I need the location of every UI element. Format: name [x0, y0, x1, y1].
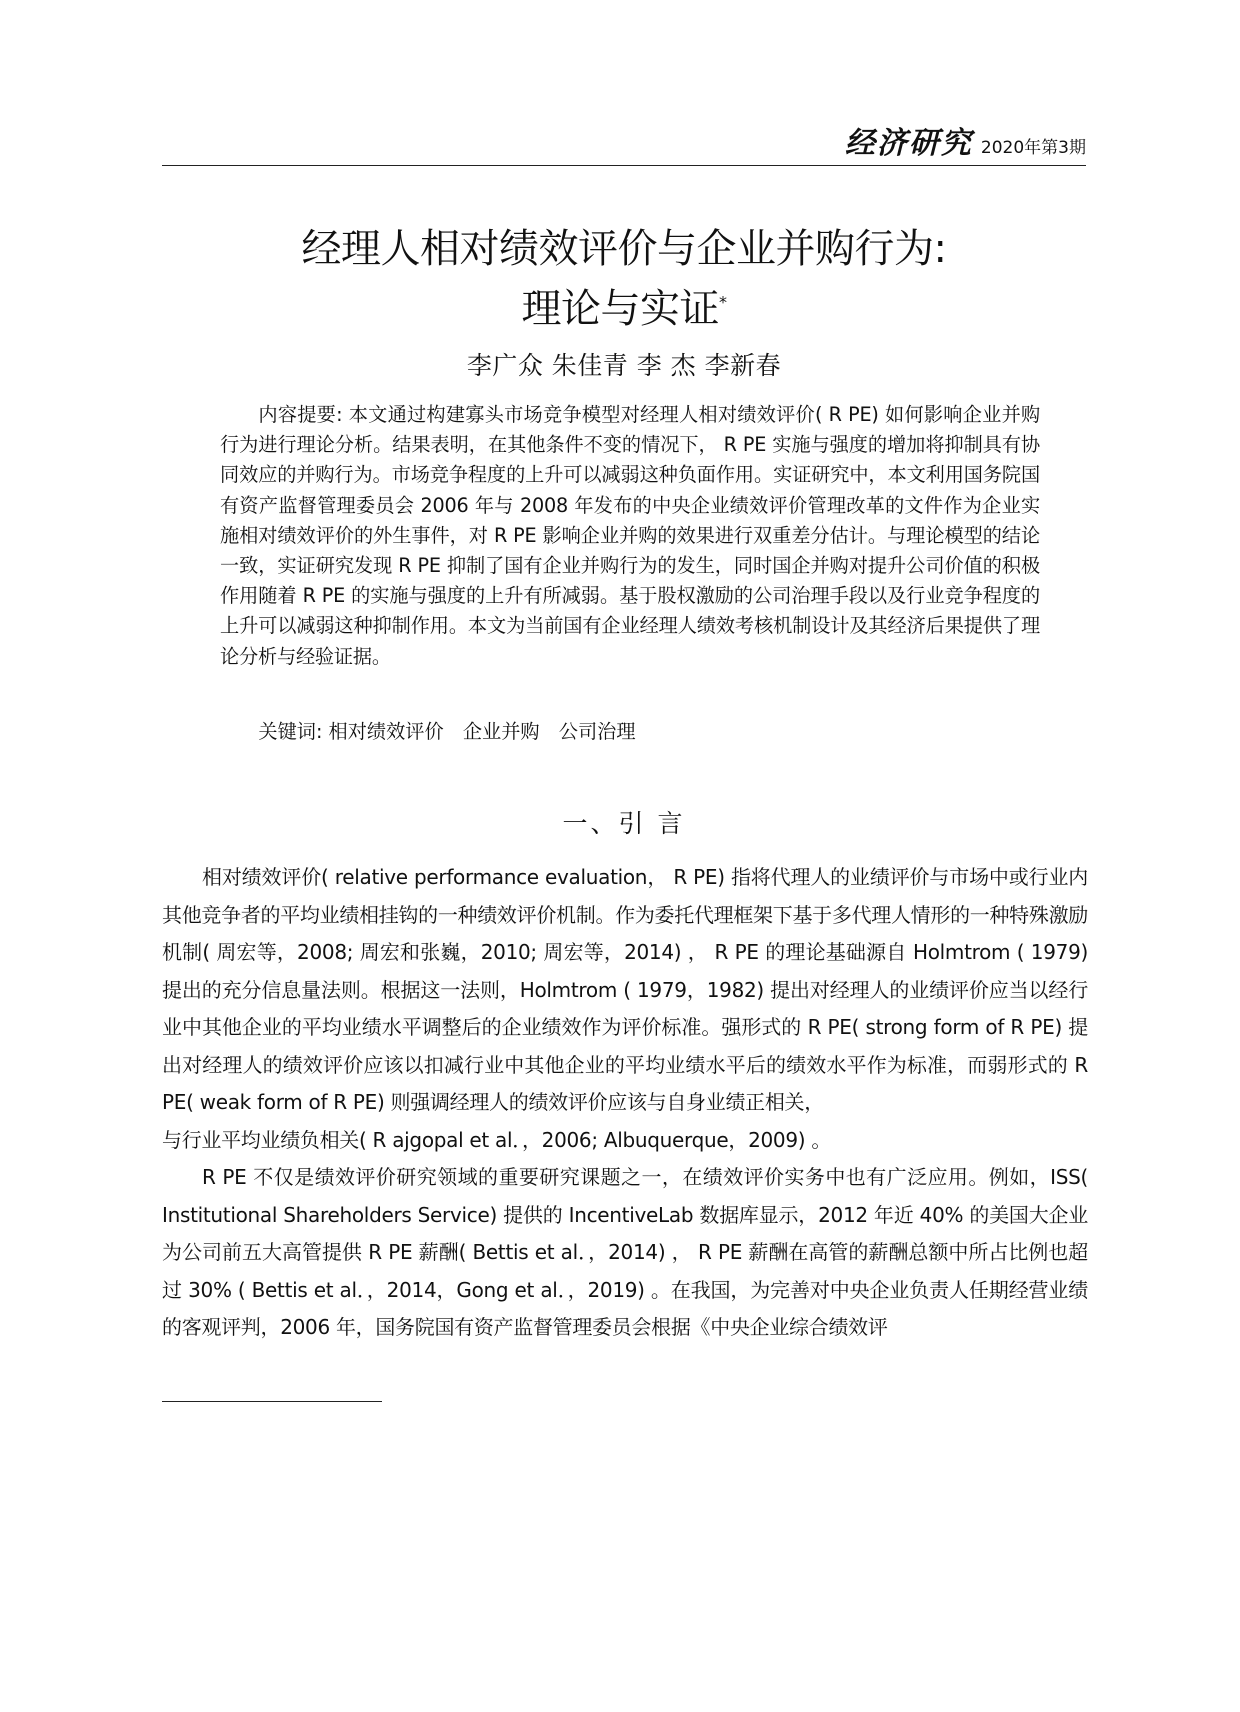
title-line-1: 经理人相对绩效评价与企业并购行为:	[301, 225, 947, 272]
journal-logo: 经济研究	[844, 126, 973, 161]
title-line-2: 理论与实证	[521, 285, 719, 332]
keywords: 关键词: 相对绩效评价 企业并购 公司治理	[258, 720, 636, 743]
body-paragraph-1: 相对绩效评价( relative performance evaluation， R PE) 指将代理人的业绩评价与市场中或行业内其他竞争者的平均业绩相挂钩的一种绩效评价机制。作为委托代理框架下基于多代理人情形的一种特殊激励机制( 周宏等，2008; 周宏和张巍，2010; 周宏等，2014) ， R PE 的理论基础源自 Holmtrom ( 1979) 提出的充分信息量法则。根据这一法则，Holmtrom ( 1979，1982) 提出对经理人的业绩评价应当以经行业中其他企业的平均业绩水平调整后的企业绩效作为评价标准。强形式的 R PE( strong form of R PE) 提出对经理人的绩效评价应该以扣减行业中其他企业的平均业绩水平后的绩效水平作为标准，而弱形式的 R PE( weak form of R PE) 则强调经理人的绩效评价应该与自身业绩正相关，	[162, 865, 1088, 1114]
paper-title	[162, 219, 1086, 339]
author-list: 李广众 朱佳青 李 杰 李新春	[466, 351, 782, 380]
body-paragraph-3: R PE 不仅是绩效评价研究领域的重要研究课题之一，在绩效评价实务中也有广泛应用。例如，ISS( Institutional Shareholders Service) 提供的 IncentiveLab 数据库显示，2012 年近 40% 的美国大企业为公司前五大高管提供 R PE 薪酬( Bettis et al．，2014) ， R PE 薪酬在高管的薪酬总额中所占比例也超过 30% ( Bettis et al．，2014，Gong et al．，2019) 。在我国，为完善对中央企业负责人任期经营业绩的客观评判，2006 年，国务院国有资产监督管理委员会根据《中央企业综合绩效评	[162, 1165, 1088, 1339]
issue-label: 2020年第3期	[980, 138, 1086, 158]
section-heading-introduction: 一、引 言	[562, 809, 686, 838]
body-paragraph-2: 与行业平均业绩负相关( R ajgopal et al．，2006; Albuquerque，2009) 。	[162, 1127, 832, 1152]
body-text	[162, 859, 1088, 1347]
footnote-divider	[162, 1401, 382, 1402]
abstract: 内容提要: 本文通过构建寡头市场竞争模型对经理人相对绩效评价( R PE) 如何影响企业并购行为进行理论分析。结果表明，在其他条件不变的情况下， R PE 实施与强度的增加将抑制具有协同效应的并购行为。市场竞争程度的上升可以减弱这种负面作用。实证研究中，本文利用国务院国有资产监督管理委员会 2006 年与 2008 年发布的中央企业绩效评价管理改革的文件作为企业实施相对绩效评价的外生事件，对 R PE 影响企业并购的效果进行双重差分估计。与理论模型的结论一致，实证研究发现 R PE 抑制了国有企业并购行为的发生，同时国企并购对提升公司价值的积极作用随着 R PE 的实施与强度的上升有所减弱。基于股权激励的公司治理手段以及行业竞争程度的上升可以减弱这种抑制作用。本文为当前国有企业经理人绩效考核机制设计及其经济后果提供了理论分析与经验证据。	[220, 403, 1040, 668]
title-footnote-mark: *	[719, 292, 727, 312]
running-header	[162, 122, 1086, 166]
